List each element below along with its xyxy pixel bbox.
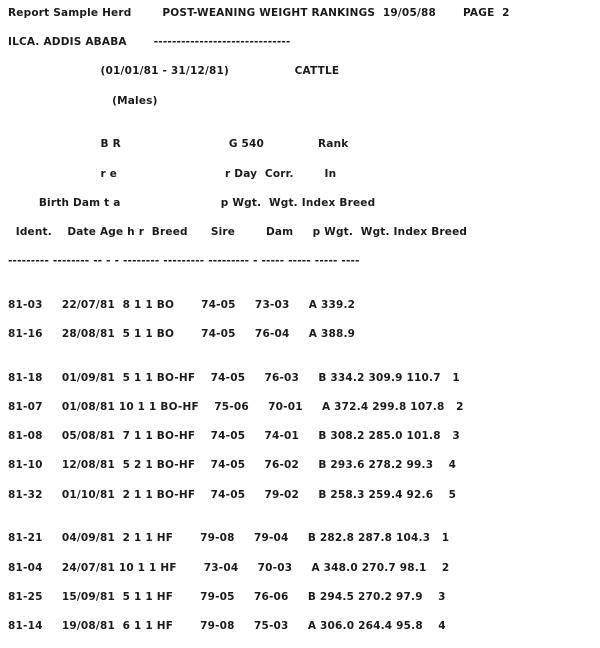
column-header-line-4: Ident. Date Age h r Breed Sire Dam p Wgt. Wgt. Index Breed	[8, 225, 468, 238]
report-text	[8, 6, 510, 648]
column-header-line-2: r e r Day Corr. In	[8, 167, 337, 180]
header-line-3	[8, 64, 510, 79]
table-row: 81-16 28/08/81 5 1 1 BO 74-05 76-04 A 388.9	[8, 328, 417, 341]
table-row: 81-10 12/08/81 5 2 1 BO-HF 74-05 76-02 B 293.6 278.2 99.3 4	[8, 459, 457, 472]
report-title: POST-WEANING WEIGHT RANKINGS	[162, 7, 376, 19]
report-date: 19/05/88	[382, 7, 436, 19]
table-row: 81-03 22/07/81 8 1 1 BO 74-05 73-03 A 339.2	[8, 298, 417, 311]
class-label: CATTLE	[294, 65, 340, 78]
date-range: (01/01/81 - 31/12/81)	[100, 65, 230, 78]
column-header-line-1: B R G 540 Rank	[8, 138, 349, 151]
table-row: 81-25 15/09/81 5 1 1 HF 79-05 76-06 B 294.5 270.2 97.9 3	[8, 590, 446, 603]
herd-title: Report Sample Herd	[8, 7, 132, 19]
table-row: 81-04 24/07/81 10 1 1 HF 73-04 70-03 A 348.0 270.7 98.1 2	[8, 561, 450, 574]
page-label: PAGE	[463, 7, 495, 19]
herd-location: ILCA. ADDIS ABABA	[8, 36, 127, 49]
table-body	[8, 298, 510, 634]
title-underline: ------------------------------	[153, 36, 291, 49]
column-header-line-3: Birth Dam t a p Wgt. Wgt. Index Breed	[8, 196, 376, 209]
page-number: 2	[502, 7, 510, 19]
table-row: 81-18 01/09/81 5 1 1 BO-HF 74-05 76-03 B 334.2 309.9 110.7 1	[8, 371, 460, 384]
table-row: 81-08 05/08/81 7 1 1 BO-HF 74-05 74-01 B 308.2 285.0 101.8 3	[8, 430, 460, 443]
table-row: 81-14 19/08/81 6 1 1 HF 79-08 75-03 A 306.0 264.4 95.8 4	[8, 619, 446, 632]
table-row: 81-32 01/10/81 2 1 1 BO-HF 74-05 79-02 B 258.3 259.4 92.6 5	[8, 488, 457, 501]
table-row: 81-21 04/09/81 2 1 1 HF 79-08 79-04 B 282.8 287.8 104.3 1	[8, 532, 450, 545]
sex-group: (Males)	[112, 94, 158, 107]
header-line-4	[8, 94, 510, 109]
table-row: 81-07 01/08/81 10 1 1 BO-HF 75-06 70-01 A 372.4 299.8 107.8 2	[8, 401, 464, 414]
header-line-2	[8, 35, 510, 50]
column-rule: --------- -------- -- - - -------- --------- --------- - ----- ----- ----- ----	[8, 255, 360, 268]
header-line-1	[8, 6, 510, 21]
